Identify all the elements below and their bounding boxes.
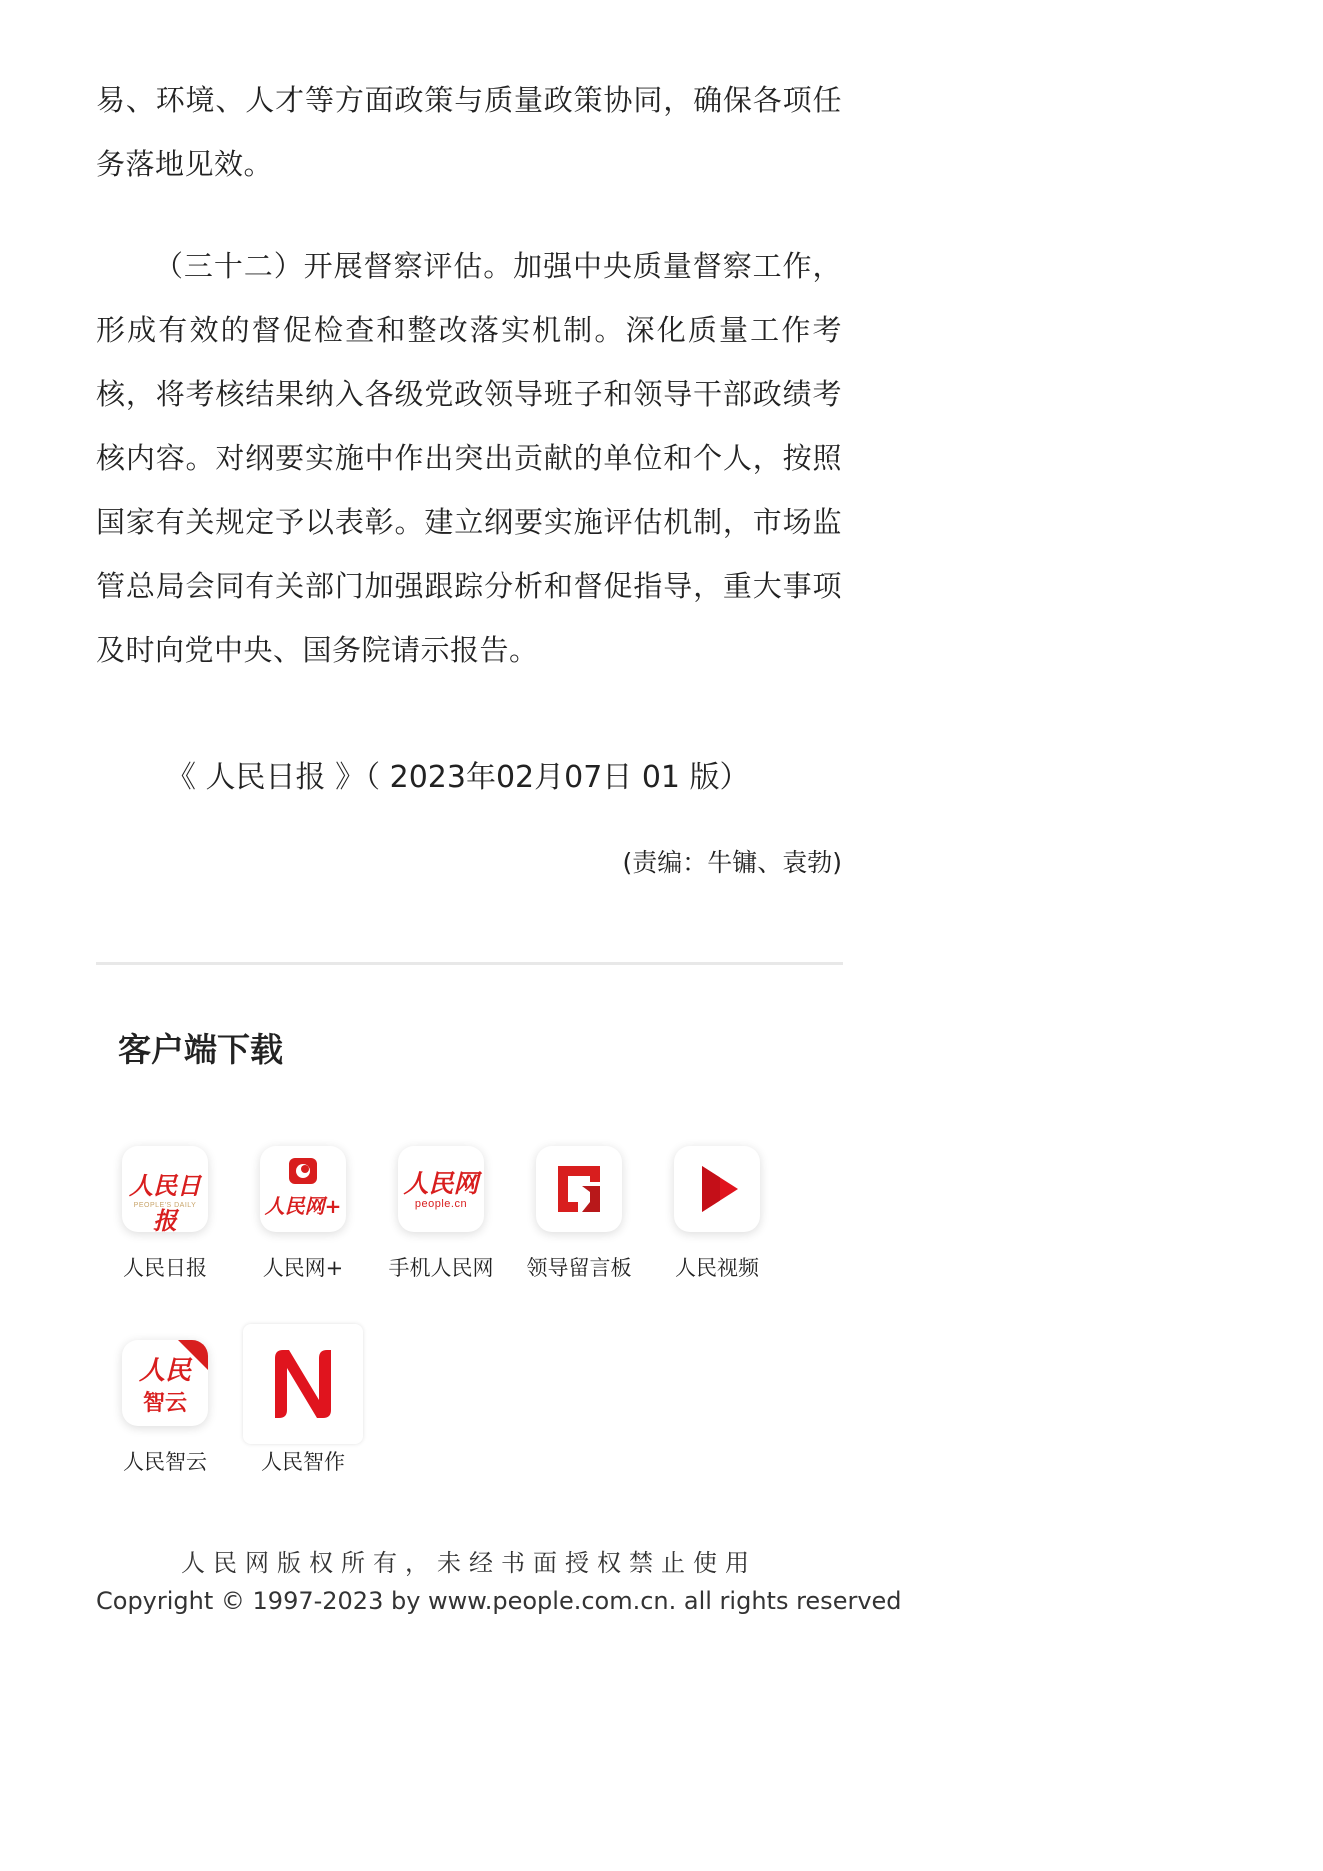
people-smart-creation-icon <box>243 1324 363 1444</box>
app-leader-message-board[interactable] <box>510 1146 648 1282</box>
leader-message-board-icon <box>536 1146 622 1232</box>
divider <box>96 962 843 965</box>
app-label: 人民智作 <box>261 1450 345 1474</box>
mobile-people-net-icon: 人民网 people.cn <box>398 1146 484 1232</box>
app-people-video[interactable] <box>648 1146 786 1282</box>
people-net-plus-icon: 人民网+ <box>260 1146 346 1232</box>
app-people-net-plus[interactable] <box>234 1146 372 1282</box>
people-net-plus-badge <box>260 1146 346 1232</box>
app-label: 手机人民网 <box>388 1256 494 1280</box>
app-label: 人民智云 <box>123 1450 207 1474</box>
app-label: 人民日报 <box>123 1256 207 1280</box>
people-video-play-icon <box>674 1146 760 1232</box>
article-paragraph: 易、环境、人才等方面政策与质量政策协同，确保各项任务落地见效。 <box>96 83 842 181</box>
app-label: 人民网+ <box>262 1256 344 1280</box>
footer-rights: 人民网版权所有，未经书面授权禁止使用 <box>181 1549 757 1577</box>
article-body <box>96 68 842 682</box>
article-paragraph: （三十二）开展督察评估。加强中央质量督察工作，形成有效的督促检查和整改落实机制。深化质量工作考核，将考核结果纳入各级党政领导班子和领导干部政绩考核内容。对纲要实施中作出突出贡献的单位和个人，按照国家有关规定予以表彰。建立纲要实施评估机制，市场监管总局会同有关部门加强跟踪分析和督促指导，重大事项及时向党中央、国务院请示报告。 <box>96 249 842 667</box>
people-daily-icon: 人民日报 PEOPLE'S DAILY <box>122 1146 208 1232</box>
app-label: 领导留言板 <box>526 1256 632 1280</box>
app-mobile-people-net[interactable] <box>372 1146 510 1282</box>
app-people-smart-creation[interactable] <box>234 1324 372 1476</box>
article-editor: (责编：牛镛、袁勃) <box>622 848 842 877</box>
app-label: 人民视频 <box>675 1256 759 1280</box>
app-people-daily[interactable] <box>96 1146 234 1282</box>
people-smart-cloud-icon: 人民 智云 <box>122 1340 208 1426</box>
downloads-title: 客户端下载 <box>118 1030 283 1069</box>
app-people-smart-cloud[interactable] <box>96 1340 234 1476</box>
article-source: 《 人民日报 》（ 2023年02月07日 01 版） <box>166 760 750 795</box>
footer-copyright: Copyright © 1997-2023 by www.people.com.cn. all rights reserved <box>96 1587 902 1615</box>
